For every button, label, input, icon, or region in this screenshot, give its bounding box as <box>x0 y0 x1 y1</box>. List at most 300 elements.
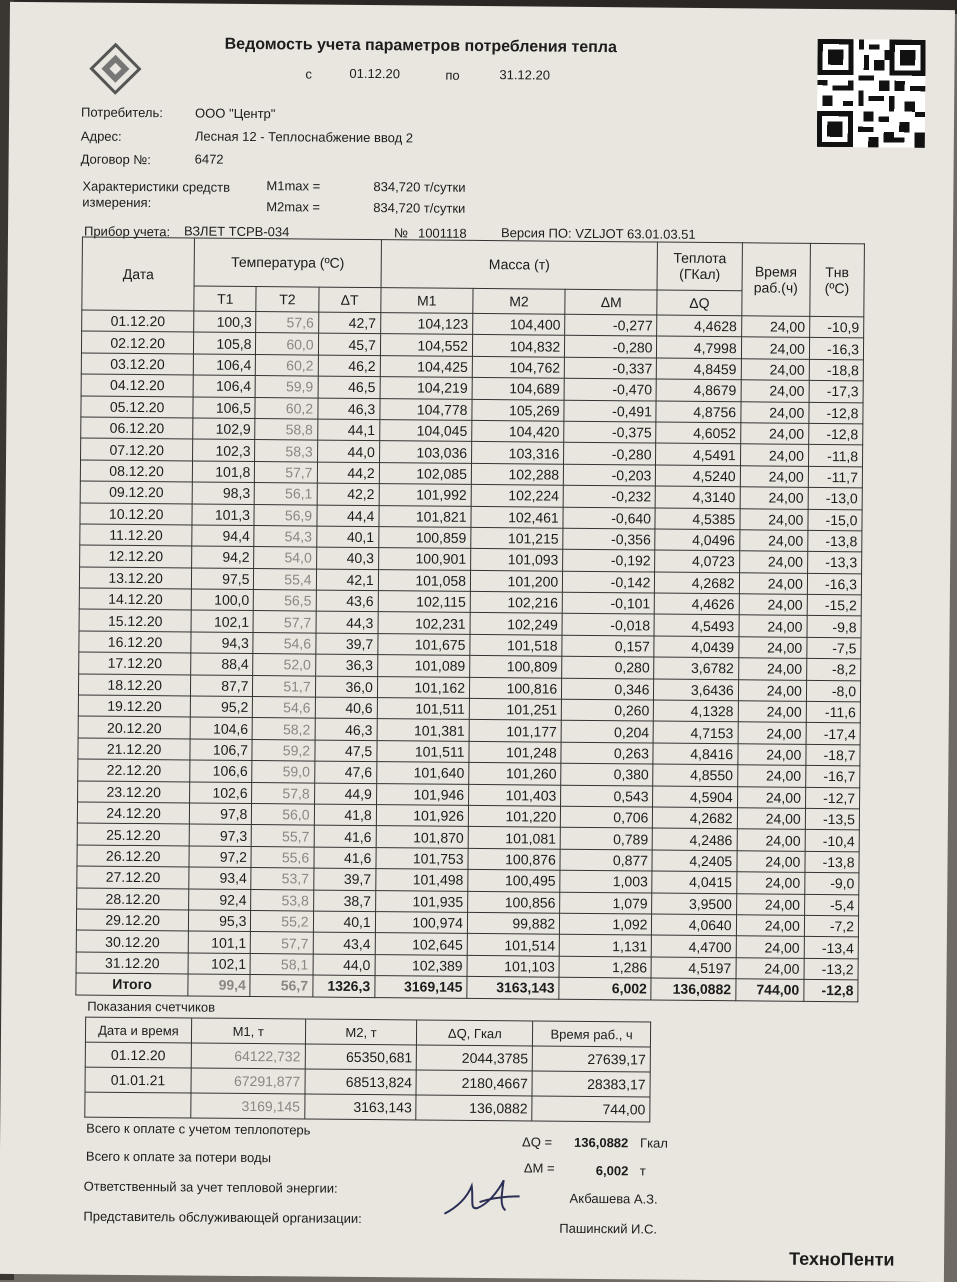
table-cell: 51,7 <box>253 675 315 697</box>
table-cell: -0,101 <box>562 592 654 614</box>
table-cell: 4,7153 <box>654 721 738 743</box>
table-cell: 24,00 <box>739 594 807 616</box>
table-cell: 104,6 <box>190 717 252 739</box>
table-cell: 4,0640 <box>652 914 736 936</box>
header-heat: Теплота (ГКал) <box>657 242 742 291</box>
table-cell: 105,8 <box>194 332 256 354</box>
table-cell: 4,2486 <box>653 828 737 850</box>
table-cell: 101,381 <box>377 719 469 741</box>
table-cell: 24,00 <box>740 466 808 488</box>
table-cell: 06.12.20 <box>81 417 193 439</box>
table-cell: 36,0 <box>315 676 377 698</box>
table-cell: -8,0 <box>806 680 860 702</box>
table-cell: 101,992 <box>379 484 471 506</box>
table-cell: 24,00 <box>738 722 806 744</box>
table-cell: 0,260 <box>561 699 653 721</box>
pay-water-label: Всего к оплате за потери воды <box>85 1148 272 1166</box>
table-cell: 101,200 <box>470 570 562 592</box>
table-cell: -13,5 <box>805 808 859 830</box>
header-dq: ΔQ <box>657 290 741 316</box>
table-cell: -18,8 <box>809 359 863 381</box>
table-cell: 46,2 <box>318 355 380 377</box>
table-cell: 03.12.20 <box>81 353 193 375</box>
table-cell: 101,3 <box>192 504 254 526</box>
table-cell: 101,403 <box>469 784 561 806</box>
table-cell: 4,8756 <box>656 401 740 423</box>
table-cell: 55,4 <box>254 568 316 590</box>
responsible-label: Ответственный за учет тепловой энергии: <box>83 1178 338 1196</box>
table-cell: 24,00 <box>738 637 806 659</box>
table-cell: 44,2 <box>317 462 379 484</box>
table-cell: 101,260 <box>469 763 561 785</box>
table-cell: 101,8 <box>193 461 255 483</box>
meters-cell: 28383,17 <box>532 1071 650 1097</box>
table-cell: 87,7 <box>191 675 253 697</box>
table-cell: 42,2 <box>317 483 379 505</box>
table-cell: 101,946 <box>376 783 468 805</box>
table-cell: 59,9 <box>256 376 318 398</box>
table-cell: -0,280 <box>565 336 657 358</box>
table-cell: 26.12.20 <box>77 845 189 867</box>
total-cell: 744,00 <box>735 979 803 1001</box>
table-cell: 57,7 <box>251 932 313 954</box>
meters-cell: 744,00 <box>532 1096 650 1122</box>
table-cell: 27.12.20 <box>77 866 189 888</box>
table-cell: 24,00 <box>739 615 807 637</box>
device-serial: 1001118 <box>417 225 467 241</box>
period-from: 01.12.20 <box>349 65 401 82</box>
table-cell: 24,00 <box>737 808 805 830</box>
table-cell: 1,131 <box>559 935 651 957</box>
period-from-label: с <box>305 66 312 82</box>
contract-value: 6472 <box>194 151 224 167</box>
table-cell: -15,0 <box>808 509 862 531</box>
table-cell: 59,2 <box>252 739 314 761</box>
table-cell: 19.12.20 <box>78 695 190 717</box>
meters-title: Показания счетчиков <box>87 998 216 1015</box>
table-cell: 4,0496 <box>655 529 739 551</box>
table-cell: -9,8 <box>807 616 861 638</box>
table-cell: 92,4 <box>189 889 251 911</box>
table-cell: 101,675 <box>378 633 470 655</box>
table-cell: -15,2 <box>807 594 861 616</box>
table-cell: 101,821 <box>379 505 471 527</box>
pay-heat-value: 136,0882 <box>574 1134 629 1151</box>
table-cell: 24,00 <box>737 829 805 851</box>
table-cell: 104,832 <box>472 335 564 357</box>
table-cell: 58,1 <box>250 953 312 975</box>
table-cell: 54,6 <box>253 697 315 719</box>
table-cell: 57,7 <box>253 611 315 633</box>
table-cell: 94,2 <box>192 546 254 568</box>
table-cell: 38,7 <box>313 890 375 912</box>
table-cell: 23.12.20 <box>78 781 190 803</box>
meters-cell: 64122,732 <box>191 1043 305 1069</box>
total-cell: 99,4 <box>188 974 250 996</box>
table-cell: 101,1 <box>189 931 251 953</box>
table-cell: -0,142 <box>563 571 655 593</box>
table-cell: 101,220 <box>468 805 560 827</box>
table-cell: 29.12.20 <box>76 909 188 931</box>
table-cell: -13,8 <box>805 851 859 873</box>
table-cell: 101,640 <box>376 762 468 784</box>
table-cell: 101,248 <box>469 741 561 763</box>
m2max-value: 834,720 т/сутки <box>373 200 466 216</box>
table-cell: -11,8 <box>808 445 862 467</box>
brand-logo: ТехноПенти <box>788 1248 895 1270</box>
table-cell: -16,7 <box>806 766 860 788</box>
table-cell: 24.12.20 <box>77 802 189 824</box>
table-cell: -13,4 <box>804 937 858 959</box>
meters-header-cell: М1, т <box>191 1018 305 1044</box>
table-cell: 97,3 <box>189 824 251 846</box>
table-cell: 102,249 <box>470 613 562 635</box>
table-cell: 102,645 <box>375 933 467 955</box>
table-cell: 101,162 <box>377 676 469 698</box>
header-work-time: Время раб.(ч) <box>741 243 810 317</box>
table-cell: 24,00 <box>741 337 809 359</box>
signature-icon <box>439 1166 540 1227</box>
table-cell: 100,0 <box>191 589 253 611</box>
daily-table <box>75 237 865 1002</box>
table-cell: 13.12.20 <box>79 567 191 589</box>
table-cell: 24,00 <box>738 658 806 680</box>
table-cell: 1,079 <box>560 892 652 914</box>
table-cell: 93,4 <box>189 867 251 889</box>
consumer-label: Потребитель: <box>80 104 163 121</box>
table-cell: 54,3 <box>254 525 316 547</box>
table-cell: 05.12.20 <box>81 396 193 418</box>
table-cell: 101,753 <box>376 847 468 869</box>
table-cell: 55,2 <box>251 910 313 932</box>
table-cell: 101,089 <box>377 655 469 677</box>
pay-water-key: ΔM = <box>523 1160 555 1176</box>
table-cell: 99,882 <box>467 912 559 934</box>
qr-code-icon <box>817 39 926 148</box>
header-temperature: Температура (ºС) <box>194 238 381 288</box>
table-cell: 100,3 <box>194 311 256 333</box>
table-cell: 4,0439 <box>654 636 738 658</box>
table-cell: 101,518 <box>470 634 562 656</box>
table-cell: 101,498 <box>376 869 468 891</box>
table-cell: 44,1 <box>317 419 379 441</box>
table-cell: 4,5197 <box>651 957 735 979</box>
meters-row <box>85 1092 650 1122</box>
meters-cell: 65350,681 <box>305 1044 417 1070</box>
table-header-row <box>82 237 864 292</box>
table-cell: 04.12.20 <box>81 374 193 396</box>
table-cell: 25.12.20 <box>77 823 189 845</box>
table-cell: 4,4626 <box>655 593 739 615</box>
table-cell: 97,5 <box>192 568 254 590</box>
meters-header-cell: М2, т <box>305 1019 417 1045</box>
table-cell: 24,00 <box>736 936 804 958</box>
table-cell: 24,00 <box>736 957 804 979</box>
table-cell: 100,495 <box>468 870 560 892</box>
table-cell: -0,232 <box>563 485 655 507</box>
table-cell: -17,3 <box>809 381 863 403</box>
table-cell: 54,0 <box>254 547 316 569</box>
table-cell: 57,7 <box>255 461 317 483</box>
table-cell: 4,0723 <box>655 550 739 572</box>
table-cell: 43,4 <box>313 932 375 954</box>
table-cell: 104,219 <box>380 377 472 399</box>
table-cell: 41,8 <box>314 804 376 826</box>
table-cell: -11,6 <box>806 701 860 723</box>
table-cell: 102,288 <box>471 463 563 485</box>
table-cell: 4,7998 <box>657 336 741 358</box>
table-cell: 101,511 <box>377 740 469 762</box>
table-cell: 4,2682 <box>655 572 739 594</box>
table-cell: 95,3 <box>189 910 251 932</box>
header-date: Дата <box>82 237 195 311</box>
table-cell: 100,974 <box>375 912 467 934</box>
table-cell: 44,0 <box>313 954 375 976</box>
table-cell: 101,177 <box>469 720 561 742</box>
table-cell: 94,4 <box>192 525 254 547</box>
table-cell: 101,103 <box>467 955 559 977</box>
table-cell: 40,1 <box>313 911 375 933</box>
table-cell: 54,6 <box>253 632 315 654</box>
period-to-label: по <box>445 67 460 83</box>
table-cell: 1,286 <box>559 956 651 978</box>
table-cell: 0,706 <box>561 806 653 828</box>
table-cell: 24,00 <box>740 423 808 445</box>
table-cell: 102,6 <box>190 782 252 804</box>
table-cell: 58,3 <box>255 440 317 462</box>
table-cell: 104,425 <box>380 355 472 377</box>
total-cell: Итого <box>76 973 188 995</box>
table-cell: 24,00 <box>741 359 809 381</box>
table-cell: 41,6 <box>314 847 376 869</box>
period-to: 31.12.20 <box>499 67 551 83</box>
table-cell: 101,251 <box>469 698 561 720</box>
table-cell: -12,8 <box>809 423 863 445</box>
table-cell: 24,00 <box>741 380 809 402</box>
table-cell: 58,8 <box>255 418 317 440</box>
table-cell: 30.12.20 <box>76 930 188 952</box>
table-cell: 0,157 <box>562 635 654 657</box>
device-serial-label: № <box>393 225 409 241</box>
table-cell: 104,552 <box>380 334 472 356</box>
table-cell: 3,6782 <box>654 657 738 679</box>
table-cell: 95,2 <box>191 696 253 718</box>
pay-water-value: 6,002 <box>595 1163 629 1179</box>
table-cell: -16,3 <box>809 338 863 360</box>
table-cell: 24,00 <box>740 487 808 509</box>
table-cell: 24,00 <box>741 401 809 423</box>
table-cell: 104,778 <box>380 398 472 420</box>
table-cell: 102,3 <box>193 439 255 461</box>
table-cell: 98,3 <box>192 482 254 504</box>
table-cell: 106,6 <box>190 760 252 782</box>
table-cell: 17.12.20 <box>79 652 191 674</box>
meters-cell: 01.12.20 <box>85 1042 191 1068</box>
table-cell: -10,4 <box>805 830 859 852</box>
table-cell: 42,1 <box>316 569 378 591</box>
meters-header-cell: ΔQ, Гкал <box>417 1020 533 1046</box>
table-cell: 101,081 <box>468 827 560 849</box>
table-cell: 52,0 <box>253 654 315 676</box>
total-cell: 3163,143 <box>467 977 559 999</box>
table-cell: 106,4 <box>194 354 256 376</box>
device-label: Прибор учета: <box>83 223 171 240</box>
table-cell: -12,8 <box>809 402 863 424</box>
table-cell: 4,1328 <box>654 700 738 722</box>
table-cell: 104,762 <box>472 356 564 378</box>
header-m2: М2 <box>473 288 565 314</box>
table-cell: 102,216 <box>470 591 562 613</box>
meters-table <box>84 1017 651 1123</box>
table-cell: 4,2682 <box>653 807 737 829</box>
company-logo-icon <box>89 43 141 95</box>
table-cell: 58,2 <box>253 718 315 740</box>
table-cell: 10.12.20 <box>80 503 192 525</box>
table-cell: -11,7 <box>808 466 862 488</box>
table-cell: 105,269 <box>472 399 564 421</box>
header-m1: М1 <box>381 288 473 314</box>
total-cell: 3169,145 <box>375 976 467 998</box>
table-cell: -0,277 <box>565 314 657 336</box>
table-cell: 24,00 <box>738 679 806 701</box>
table-cell: 01.12.20 <box>82 310 194 332</box>
table-cell: 24,00 <box>738 701 806 723</box>
meters-header-cell: Время раб., ч <box>533 1021 651 1047</box>
table-cell: 41,6 <box>314 825 376 847</box>
meters-cell: 67291,877 <box>191 1068 305 1094</box>
table-cell: 103,036 <box>379 441 471 463</box>
table-cell: 102,9 <box>193 418 255 440</box>
table-cell: -0,375 <box>564 421 656 443</box>
table-cell: 4,5385 <box>655 508 739 530</box>
m1max-value: 834,720 т/сутки <box>373 179 466 195</box>
table-cell: 100,876 <box>468 848 560 870</box>
table-cell: 44,9 <box>314 783 376 805</box>
table-cell: 104,420 <box>472 420 564 442</box>
report-sheet <box>0 2 955 1282</box>
table-cell: 39,7 <box>313 868 375 890</box>
table-cell: -0,356 <box>563 528 655 550</box>
table-cell: 46,5 <box>318 376 380 398</box>
table-cell: 60,2 <box>255 397 317 419</box>
table-cell: 100,816 <box>469 677 561 699</box>
table-cell: 28.12.20 <box>77 888 189 910</box>
table-cell: 45,7 <box>318 333 380 355</box>
address-value: Лесная 12 - Теплоснабжение ввод 2 <box>194 128 414 146</box>
table-cell: 24,00 <box>736 872 804 894</box>
service-name: Пашинский И.С. <box>559 1220 658 1237</box>
table-cell: 0,263 <box>561 742 653 764</box>
total-cell: 56,7 <box>250 975 312 997</box>
total-cell: -12,8 <box>804 979 858 1001</box>
table-cell: 14.12.20 <box>79 588 191 610</box>
table-cell: 100,859 <box>379 527 471 549</box>
table-cell: 40,1 <box>316 526 378 548</box>
meters-cell: 01.01.21 <box>85 1067 191 1093</box>
table-cell: 53,8 <box>251 889 313 911</box>
table-cell: 101,926 <box>376 805 468 827</box>
table-cell: -5,4 <box>804 894 858 916</box>
header-dm: ΔМ <box>565 289 657 315</box>
m2max-label: M2max = <box>266 199 321 215</box>
table-cell: 102,461 <box>471 506 563 528</box>
table-cell: -0,018 <box>562 614 654 636</box>
table-cell: 106,5 <box>193 397 255 419</box>
table-cell: 47,5 <box>314 740 376 762</box>
table-cell: 4,8416 <box>653 743 737 765</box>
device-version: Версия ПО: VZLJOT 63.01.03.51 <box>500 225 696 242</box>
table-cell: 46,3 <box>315 718 377 740</box>
pay-heat-key: ΔQ = <box>522 1134 553 1150</box>
table-cell: 106,7 <box>190 739 252 761</box>
table-cell: 46,3 <box>317 398 379 420</box>
table-cell: 24,00 <box>737 765 805 787</box>
table-cell: 55,6 <box>251 846 313 868</box>
table-cell: 60,2 <box>256 354 318 376</box>
pay-heat-label: Всего к оплате с учетом теплопотерь <box>86 1120 311 1138</box>
table-cell: 102,085 <box>379 462 471 484</box>
consumer-value: ООО "Центр" <box>194 105 276 122</box>
m1max-label: M1max = <box>266 178 321 194</box>
table-cell: -10,9 <box>809 316 863 338</box>
table-cell: 44,3 <box>316 612 378 634</box>
table-cell: 22.12.20 <box>78 759 190 781</box>
table-cell: -13,3 <box>807 552 861 574</box>
table-cell: 08.12.20 <box>80 460 192 482</box>
table-cell: 100,856 <box>468 891 560 913</box>
meters-cell: 3169,145 <box>191 1093 305 1119</box>
table-cell: -7,5 <box>807 637 861 659</box>
table-cell: -13,0 <box>808 487 862 509</box>
table-cell: 44,4 <box>317 505 379 527</box>
table-cell: 21.12.20 <box>78 738 190 760</box>
table-cell: 36,3 <box>315 654 377 676</box>
table-cell: 4,8459 <box>657 358 741 380</box>
table-cell: 18.12.20 <box>78 674 190 696</box>
table-cell: 97,8 <box>190 803 252 825</box>
table-cell: 101,215 <box>471 527 563 549</box>
device-value: ВЗЛЕТ ТСРВ-034 <box>183 223 290 240</box>
table-cell: 101,511 <box>377 698 469 720</box>
meters-cell <box>85 1092 191 1118</box>
table-cell: 0,204 <box>561 721 653 743</box>
table-cell: 24,00 <box>739 530 807 552</box>
table-cell: 47,6 <box>314 761 376 783</box>
meters-header-cell: Дата и время <box>85 1017 191 1043</box>
header-t2: Т2 <box>256 287 318 313</box>
table-cell: 57,6 <box>256 312 318 334</box>
table-cell: 101,093 <box>471 549 563 571</box>
table-cell: -13,8 <box>808 530 862 552</box>
table-cell: 0,789 <box>560 828 652 850</box>
table-cell: -0,640 <box>563 507 655 529</box>
table-cell: 97,2 <box>189 846 251 868</box>
table-cell: 104,689 <box>472 378 564 400</box>
table-cell: -17,4 <box>806 723 860 745</box>
table-cell: 02.12.20 <box>81 331 193 353</box>
table-cell: 4,5904 <box>653 786 737 808</box>
table-cell: 0,346 <box>562 678 654 700</box>
table-cell: 4,4700 <box>652 935 736 957</box>
table-cell: 56,9 <box>254 504 316 526</box>
address-label: Адрес: <box>80 128 122 144</box>
meters-cell: 3163,143 <box>304 1094 416 1120</box>
total-cell: 136,0882 <box>651 978 735 1000</box>
table-cell: 07.12.20 <box>81 438 193 460</box>
table-cell: 88,4 <box>191 653 253 675</box>
table-cell: -0,203 <box>564 464 656 486</box>
table-cell: 4,6052 <box>656 422 740 444</box>
